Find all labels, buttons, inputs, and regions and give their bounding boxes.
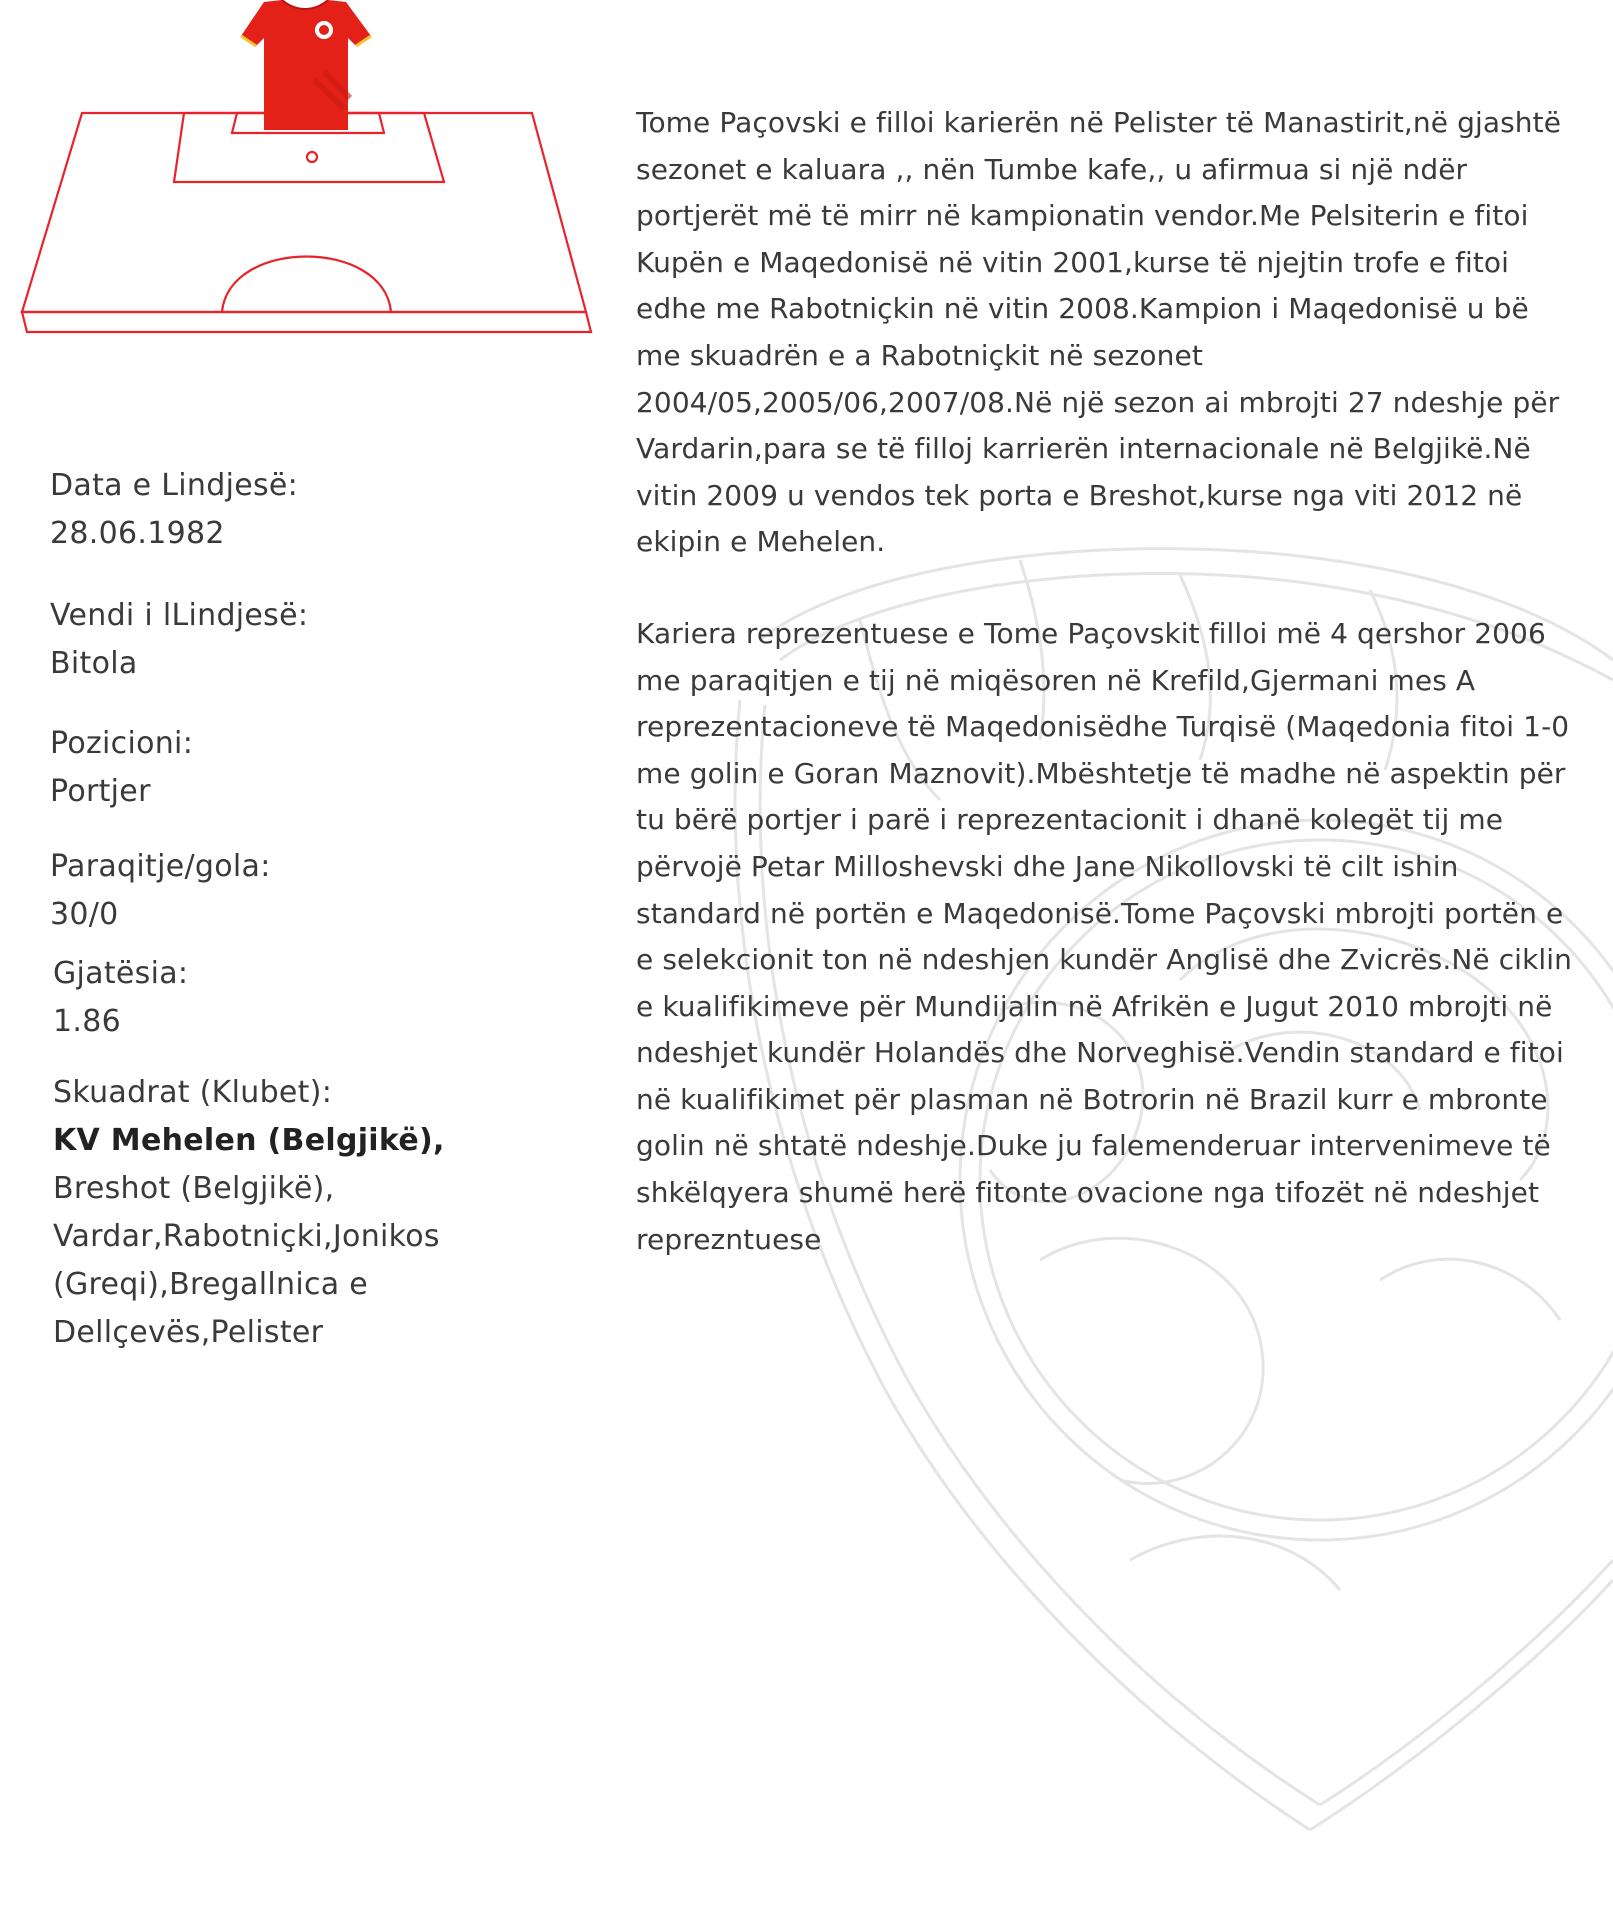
biography — [636, 100, 1576, 1263]
birth-place — [50, 592, 308, 688]
position-label: Pozicioni: — [50, 726, 194, 761]
clubs-value — [53, 1117, 513, 1357]
appearances-label: Paraqitje/gola: — [50, 849, 271, 884]
height — [53, 950, 188, 1046]
birth-place-label: Vendi i lLindjesë: — [50, 598, 309, 633]
pitch-diagram — [14, 0, 604, 340]
clubs-current: KV Mehelen (Belgjikë), — [53, 1123, 445, 1158]
jersey-icon — [241, 0, 371, 130]
birth-date-value: 28.06.1982 — [50, 516, 225, 551]
position — [50, 720, 193, 816]
birth-date — [50, 462, 298, 558]
appearances — [50, 843, 271, 939]
appearances-value: 30/0 — [50, 897, 119, 932]
bio-paragraph-career: Tome Paçovski e filloi karierën në Pelister të Manastirit,në gjashtë sezonet e kaluara ,, nën Tumbe kafe,, u afirmua si një ndër portjerët më të mirr në kampionatin vendor.Me Pelsiterin e fitoi Kupën e Maqedonisë në vitin 2001,kurse të njejtin trofe e fitoi edhe me Rabotniçkin në vitin 2008.Kampion i Maqedonisë u bë me skuadrën e a Rabotniçkit në sezonet 2004/05,2005/06,2007/08.Në një sezon ai mbrojti 27 ndeshje për Vardarin,para se të filloj karrierën internacionale në Belgjikë.Në vitin 2009 u vendos tek porta e Breshot,kurse nga viti 2012 në ekipin e Mehelen. — [636, 106, 1562, 559]
height-label: Gjatësia: — [53, 956, 189, 991]
bio-paragraph-national-team: Kariera reprezentuese e Tome Paçovskit filloi më 4 qershor 2006 me paraqitjen e tij në miqësoren në Krefild,Gjermani mes A reprezentacioneve të Maqedonisëdhe Turqisë (Maqedonia fitoi 1-0 me golin e Goran Maznovit).Mbështetje të madhe në aspektin për tu bërë portjer i parë i reprezentacionit i dhanë kolegët tij me përvojë Petar Milloshevski dhe Jane Nikollovski të cilt ishin standard në portën e Maqedonisë.Tome Paçovski mbrojti portën e e selekcionit ton në ndeshjen kundër Anglisë dhe Zvicrës.Në ciklin e kualifikimeve për Mundijalin në Afrikën e Jugut 2010 mbrojti në ndeshjet kundër Holandës dhe Norveghisë.Vendin standard e fitoi në kualifikimet për plasman në Botrorin në Brazil kurr e mbronte golin në shtatë ndeshje.Duke ju falemenderuar intervenimeve të shkëlqyera shumë herë fitonte ovacione nga tifozët në ndeshjet reprezntuese — [636, 616, 1572, 1256]
birth-date-label: Data e Lindjesë: — [50, 468, 299, 503]
height-value: 1.86 — [53, 1004, 121, 1039]
birth-place-value: Bitola — [50, 646, 138, 681]
position-value: Portjer — [50, 774, 151, 809]
clubs — [53, 1069, 513, 1357]
clubs-previous: Breshot (Belgjikë), Vardar,Rabotniçki,Jonikos (Greqi),Bregallnica e Dellçevës,Pelister — [53, 1171, 440, 1350]
clubs-label: Skuadrat (Klubet): — [53, 1075, 333, 1110]
